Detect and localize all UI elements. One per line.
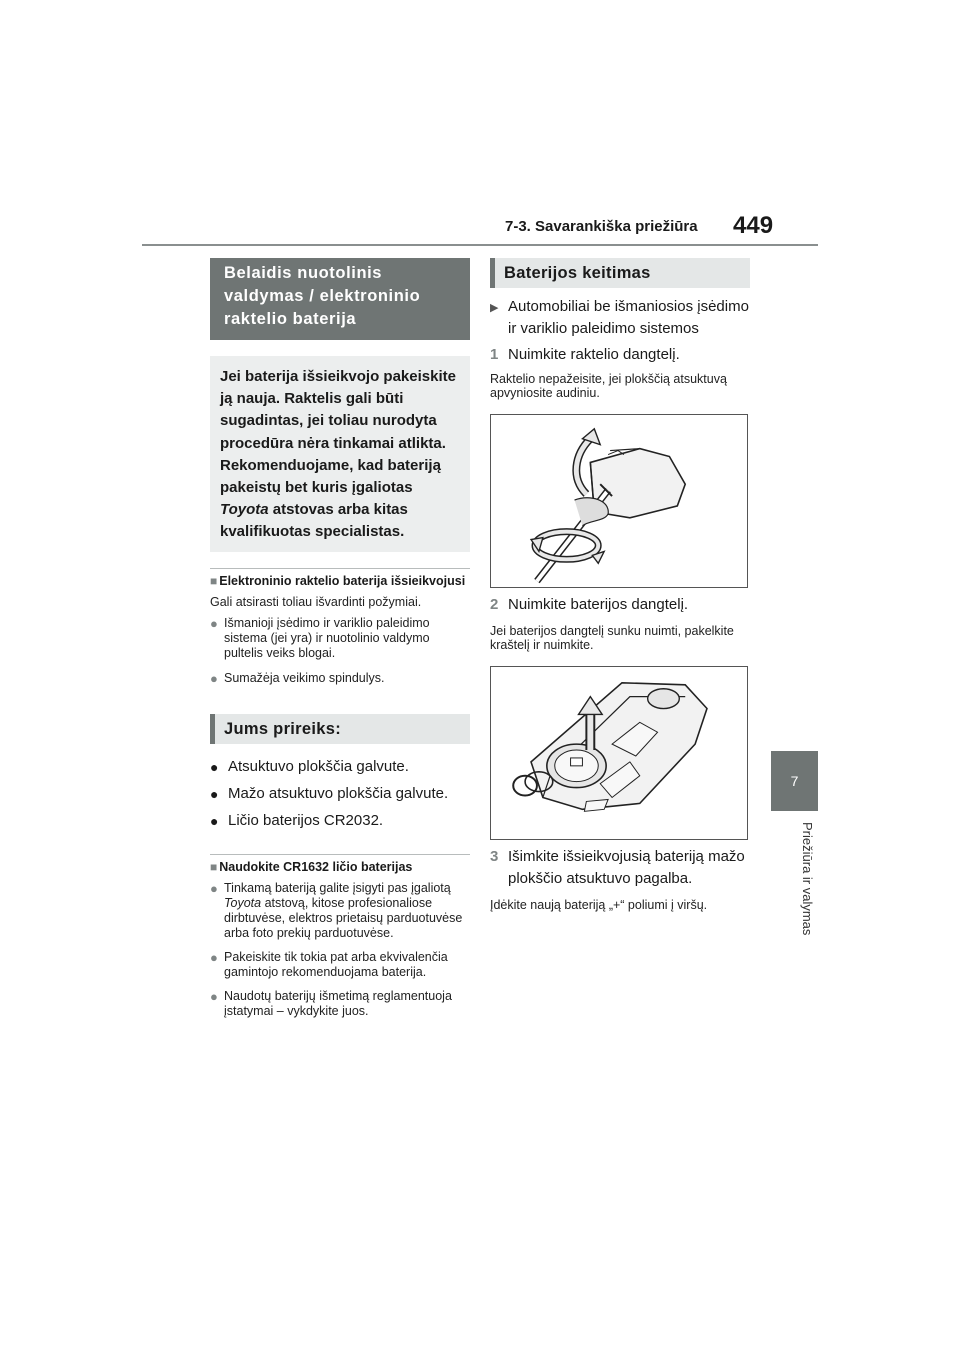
list-item-text: Išmanioji įsėdimo ir variklio paleidimo sistema (jei yra) ir nuotolinio valdymo pultelis veiks blogai.	[224, 615, 430, 660]
subsection-heading-text: Elektroninio raktelio baterija išsieikvojusi	[219, 573, 466, 588]
square-marker-icon: ■	[210, 859, 218, 874]
step-text: Išimkite išsieikvojusią bateriją mažo plokščio atsuktuvo pagalba.	[508, 848, 745, 887]
symptoms-intro: Gali atsirasti toliau išvardinti požymiai.	[210, 594, 422, 609]
condition-text: Automobiliai be išmaniosios įsėdimo ir variklio paleidimo sistemos	[508, 298, 749, 337]
condition-item	[490, 296, 750, 340]
section-title: 7-3. Savarankiška priežiūra	[505, 218, 698, 235]
step-3	[490, 846, 750, 890]
header-divider	[142, 244, 818, 246]
square-marker-icon: ■	[210, 573, 218, 588]
list-item-text-part: atstovą, kitose profesionaliose dirbtuvėse, elektros prietaisų parduotuvėse arba foto prekių parduotuvėse.	[224, 895, 463, 940]
list-item-text: Pakeiskite tik tokia pat arba ekvivalenčia gamintojo rekomenduojama baterija.	[224, 949, 448, 979]
needs-item-text: Ličio baterijos CR2032.	[228, 811, 384, 829]
list-item	[210, 671, 470, 686]
needs-item	[210, 812, 470, 830]
step-note: Raktelio nepažeisite, jei plokščią atsuktuvą apvyniosite audiniu.	[490, 372, 727, 400]
needs-item	[210, 758, 470, 776]
needs-item	[210, 785, 470, 803]
needs-item-text: Mažo atsuktuvo plokščia galvute.	[228, 784, 449, 802]
step-number: 2	[490, 596, 499, 613]
step-2	[490, 594, 750, 616]
list-item	[210, 881, 470, 941]
step-number: 1	[490, 346, 499, 363]
subsection-heading-battery	[210, 568, 470, 589]
warning-brand: Toyota	[220, 501, 269, 519]
warning-text-2: atstovas arba kitas kvalifikuotas specialistas.	[220, 501, 408, 541]
list-item-text-part: Tinkamą bateriją galite įsigyti pas įgaliotą	[224, 880, 451, 895]
figure-remove-key-cover	[490, 414, 748, 588]
list-item-text: Sumažėja veikimo spindulys.	[224, 670, 385, 685]
list-item-brand: Toyota	[224, 895, 262, 910]
bullet-icon: ●	[210, 758, 219, 775]
warning-box	[210, 356, 470, 552]
warning-text-1: Jei baterija išsieikvojo pakeiskite ją nauja. Raktelis gali būti sugadintas, jei toliau nurodyta procedūra nėra tinkamai atlikta. Rekomenduojame, kad bateriją pakeistų bet kuris įgaliotas	[220, 368, 456, 497]
replacement-heading: Baterijos keitimas	[490, 258, 750, 288]
list-item	[210, 950, 470, 980]
bullet-dot-icon: ●	[210, 670, 218, 686]
battery-cover-illustration	[491, 667, 747, 839]
list-item	[210, 616, 470, 661]
triangle-marker-icon: ▶	[490, 302, 499, 314]
subsection-heading-text: Naudokite CR1632 ličio baterijas	[219, 859, 413, 874]
list-item	[210, 989, 470, 1019]
subsection-heading-cr1632	[210, 854, 470, 875]
bullet-icon: ●	[210, 785, 219, 802]
left-column	[210, 258, 470, 1019]
needs-list	[210, 758, 470, 830]
bullet-dot-icon: ●	[210, 949, 218, 965]
needs-heading: Jums prireiks:	[210, 714, 470, 744]
bullet-dot-icon: ●	[210, 988, 218, 1004]
page-number: 449	[733, 212, 774, 239]
list-item-text	[224, 881, 470, 941]
figure-remove-battery-cover	[490, 666, 748, 840]
step-note: Jei baterijos dangtelį sunku nuimti, pakelkite kraštelį ir nuimkite.	[490, 624, 734, 652]
key-cover-illustration	[491, 415, 747, 587]
bullet-dot-icon: ●	[210, 615, 218, 631]
bullet-icon: ●	[210, 812, 219, 829]
step-1	[490, 344, 750, 366]
bullet-dot-icon: ●	[210, 880, 218, 896]
chapter-label: Priežiūra ir valymas	[800, 822, 815, 936]
list-item-text: Naudotų baterijų išmetimą reglamentuoja įstatymai – vykdykite juos.	[224, 988, 452, 1018]
right-column	[490, 258, 750, 912]
chapter-tab: 7	[771, 751, 818, 811]
step-note: Įdėkite naują bateriją „+“ poliumi į viršų.	[490, 898, 708, 912]
step-text: Nuimkite baterijos dangtelį.	[508, 596, 689, 613]
title-box: Belaidis nuotolinis valdymas / elektroninio raktelio baterija	[210, 258, 470, 340]
needs-item-text: Atsuktuvo plokščia galvute.	[228, 757, 409, 775]
step-text: Nuimkite raktelio dangtelį.	[508, 346, 680, 363]
step-number: 3	[490, 848, 499, 865]
